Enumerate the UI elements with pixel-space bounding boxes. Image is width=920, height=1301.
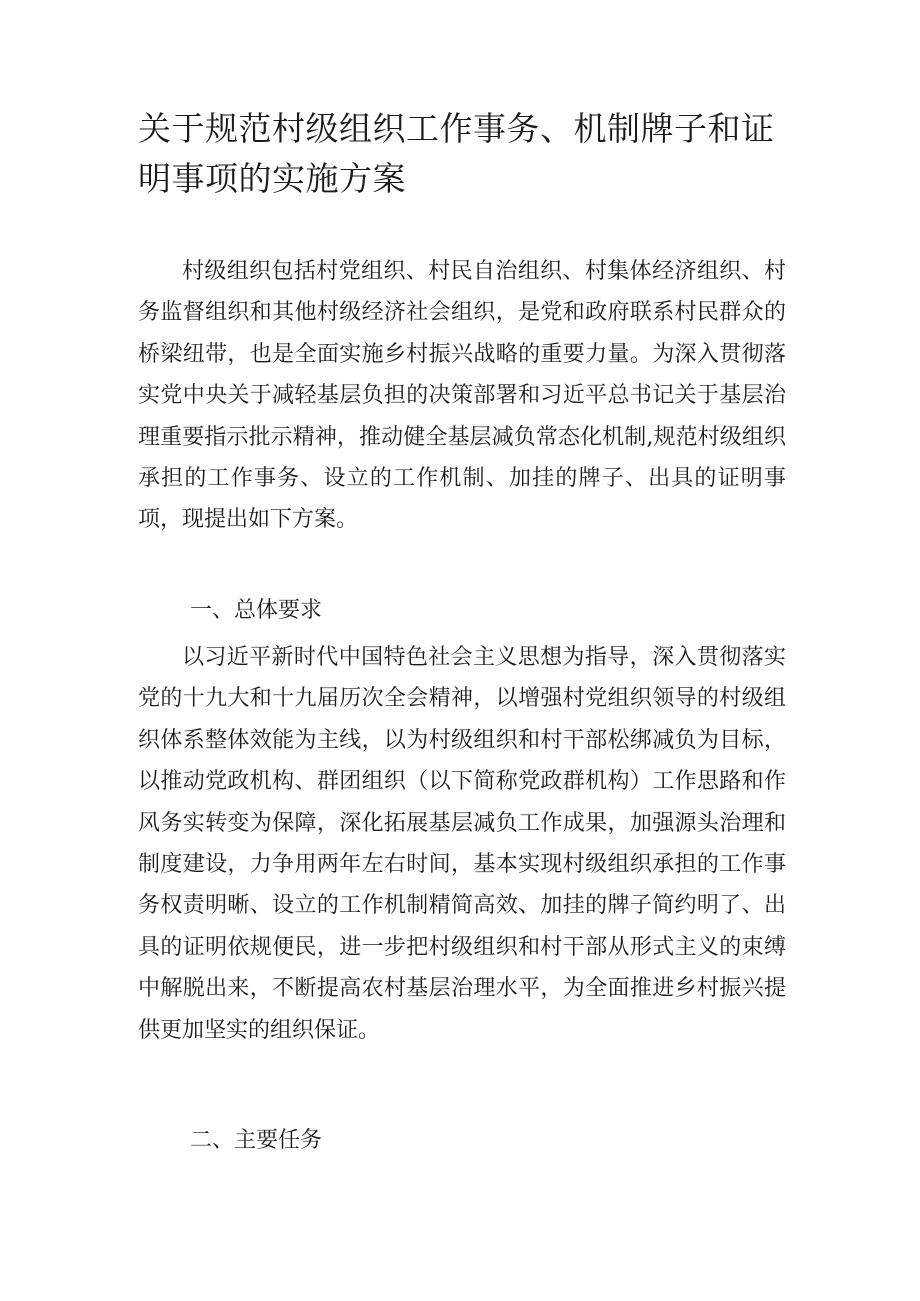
document-title: 关于规范村级组织工作事务、机制牌子和证明事项的实施方案 <box>138 109 775 198</box>
section-heading-main-tasks: 二、主要任务 <box>190 1128 323 1153</box>
general-requirements-paragraph: 以习近平新时代中国特色社会主义思想为指导，深入贯彻落实党的十九大和十九届历次全会精神，以增强村党组织领导的村级组织体系整体效能为主线，以为村级组织和村干部松绑减负为目标，以推动党政机构、群团组织（以下简称党政群机构）工作思路和作风务实转变为保障，深化拓展基层减负工作成果，加强源头治理和制度建设，力争用两年左右时间，基本实现村级组织承担的工作事务权责明晰、设立的工作机制精简高效、加挂的牌子简约明了、出具的证明依规便民，进一步把村级组织和村干部从形式主义的束缚中解脱出来，不断提高农村基层治理水平，为全面推进乡村振兴提供更加坚实的组织保证。 <box>138 645 786 1043</box>
section-heading-general-requirements: 一、总体要求 <box>190 598 323 623</box>
intro-paragraph: 村级组织包括村党组织、村民自治组织、村集体经济组织、村务监督组织和其他村级经济社会组织，是党和政府联系村民群众的桥梁纽带，也是全面实施乡村振兴战略的重要力量。为深入贯彻落实党中央关于减轻基层负担的决策部署和习近平总书记关于基层治理重要指示批示精神，推动健全基层减负常态化机制,规范村级组织承担的工作事务、设立的工作机制、加挂的牌子、出具的证明事项，现提出如下方案。 <box>138 259 786 533</box>
